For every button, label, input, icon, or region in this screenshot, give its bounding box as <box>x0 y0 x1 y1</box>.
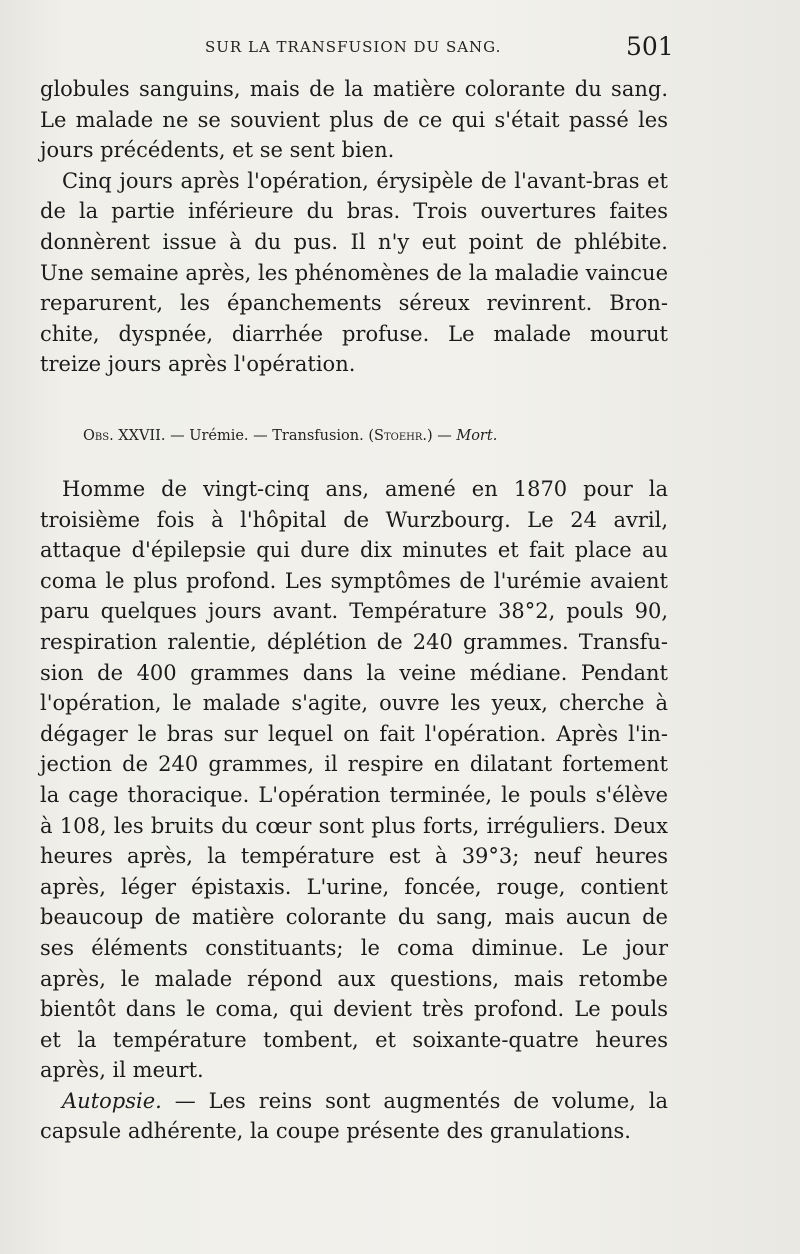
text-line: l'opération, le malade s'agite, ouvre les yeux, cherche à <box>40 691 668 716</box>
text-line: reparurent, les épanchements séreux revinrent. Bron- <box>40 291 668 316</box>
text-line: heures après, la température est à 39°3; neuf heures <box>40 844 668 869</box>
observation-heading <box>83 428 497 444</box>
text-line: capsule adhérente, la coupe présente des granulations. <box>40 1119 631 1144</box>
observation-outcome: Mort. <box>456 428 498 444</box>
text-line: à 108, les bruits du cœur sont plus forts, irréguliers. Deux <box>40 813 668 838</box>
text-line: globules sanguins, mais de la matière colorante du sang. <box>40 77 668 101</box>
heading-close: .) — <box>422 428 457 444</box>
autopsy-label: Autopsie. <box>62 1088 162 1113</box>
text-line: Cinq jours après l'opération, érysipèle de l'avant-bras et <box>62 168 668 193</box>
observation-label: Obs. XXVII. <box>83 428 166 444</box>
text-block-upper <box>40 74 668 380</box>
heading-dash: — <box>165 428 190 444</box>
text-line: respiration ralentie, déplétion de 240 grammes. Transfu- <box>40 629 668 654</box>
text-line: troisième fois à l'hôpital de Wurzbourg. Le 24 avril, <box>40 507 668 532</box>
text-line: Le malade ne se souvient plus de ce qui s'était passé les <box>40 107 668 132</box>
observation-author: Stoehr <box>374 428 423 444</box>
text-line: jours précédents, et se sent bien. <box>40 138 395 163</box>
autopsy-line <box>40 1086 668 1117</box>
text-line: coma le plus profond. Les symptômes de l'urémie avaient <box>40 568 668 593</box>
text-line: beaucoup de matière colorante du sang, mais aucun de <box>40 905 668 930</box>
text-line: paru quelques jours avant. Température 38°2, pouls 90, <box>40 599 668 624</box>
text-line: Homme de vingt-cinq ans, amené en 1870 pour la <box>62 477 668 501</box>
text-line: ses éléments constituants; le coma diminue. Le jour <box>40 935 668 960</box>
text-line: après, il meurt. <box>40 1058 204 1083</box>
text-line: bientôt dans le coma, qui devient très profond. Le pouls <box>40 997 668 1022</box>
text-line: treize jours après l'opération. <box>40 352 356 377</box>
page-number: 501 <box>626 32 674 61</box>
text-line: chite, dyspnée, diarrhée profuse. Le malade mourut <box>40 321 668 346</box>
text-line: jection de 240 grammes, il respire en dilatant fortement <box>40 752 668 777</box>
text-line: attaque d'épilepsie qui dure dix minutes et fait place au <box>40 538 668 563</box>
text-line: donnèrent issue à du pus. Il n'y eut point de phlébite. <box>40 229 668 254</box>
heading-dash: — <box>248 428 273 444</box>
text-block-lower <box>40 474 668 1147</box>
text-line: après, léger épistaxis. L'urine, foncée, rouge, contient <box>40 874 668 899</box>
observation-condition: Urémie. <box>189 428 249 444</box>
text-line: dégager le bras sur lequel on fait l'opération. Après l'in- <box>40 721 668 746</box>
text-line: la cage thoracique. L'opération terminée, le pouls s'élève <box>40 782 668 807</box>
text-line: et la température tombent, et soixante-quatre heures <box>40 1027 668 1052</box>
text-line: sion de 400 grammes dans la veine médiane. Pendant <box>40 660 668 685</box>
page-header <box>0 30 800 64</box>
text-line: de la partie inférieure du bras. Trois ouvertures faites <box>40 199 668 224</box>
text-line: Une semaine après, les phénomènes de la maladie vaincue <box>40 260 668 285</box>
observation-procedure: Transfusion. ( <box>272 428 375 444</box>
running-title: SUR LA TRANSFUSION DU SANG. <box>205 38 502 56</box>
autopsy-text: — Les reins sont augmentés de volume, la <box>161 1088 668 1113</box>
text-line: après, le malade répond aux questions, mais retombe <box>40 966 668 991</box>
